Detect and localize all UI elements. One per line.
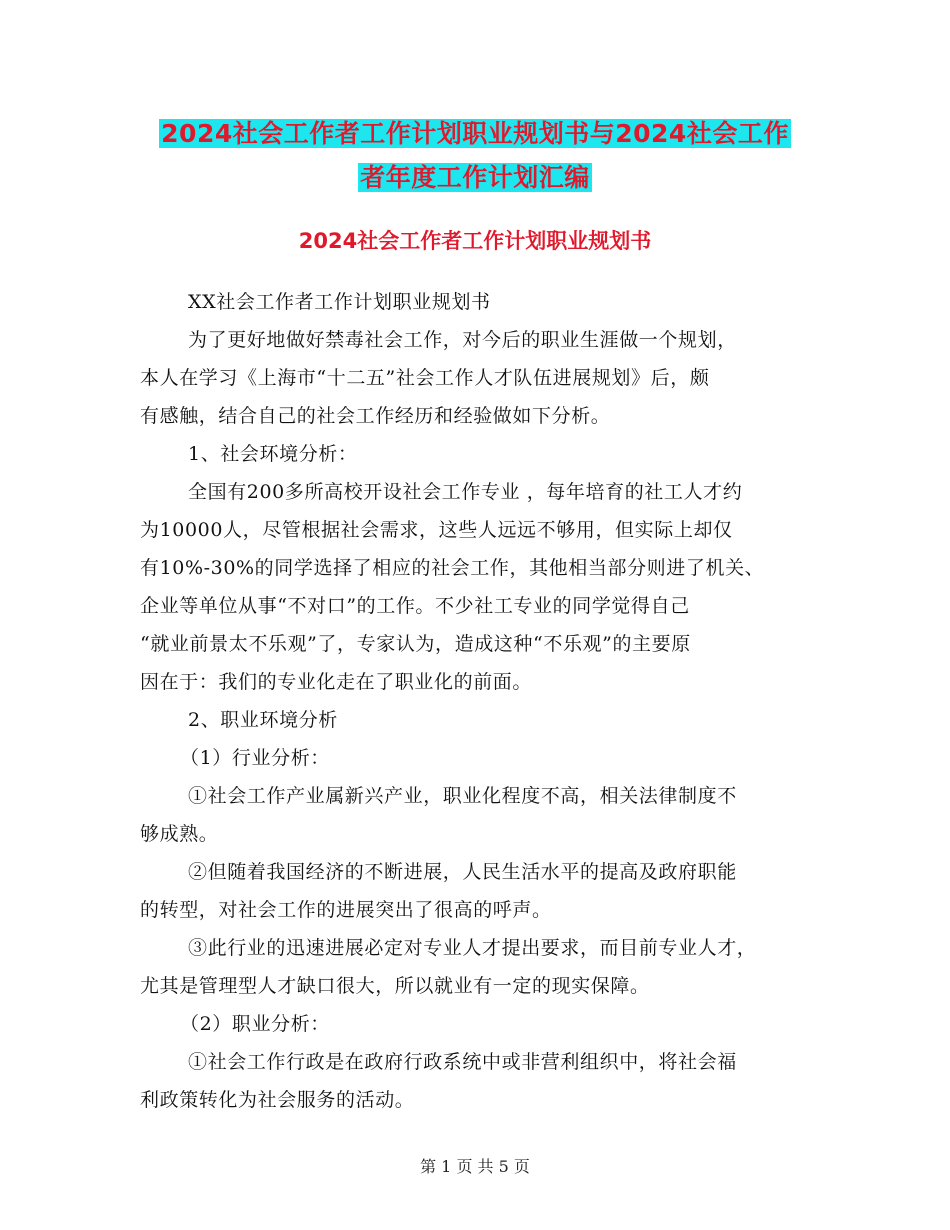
paragraph-line: “就业前景太不乐观”了，专家认为，造成这种“不乐观”的主要原 — [140, 633, 691, 655]
paragraph-line: 为10000人，尽管根据社会需求，这些人远远不够用，但实际上却仅 — [140, 519, 733, 541]
paragraph-line: 有感触，结合自己的社会工作经历和经验做如下分析。 — [140, 405, 611, 427]
paragraph-line: 够成熟。 — [140, 823, 219, 845]
paragraph-line: 尤其是管理型人才缺口很大，所以就业有一定的现实保障。 — [140, 975, 650, 997]
paragraph-line: ③此行业的迅速进展必定对专业人才提出要求，而目前专业人才， — [188, 937, 757, 959]
heading-line: 2、职业环境分析 — [188, 709, 338, 731]
paragraph-line: 为了更好地做好禁毒社会工作，对今后的职业生涯做一个规划， — [188, 329, 737, 351]
heading-line: 1、社会环境分析： — [188, 443, 358, 465]
subheading-line: （2）职业分析： — [180, 1013, 330, 1035]
paragraph-line: 的转型，对社会工作的进展突出了很高的呼声。 — [140, 899, 552, 921]
document-title-line-1: 2024社会工作者工作计划职业规划书与2024社会工作 — [161, 119, 789, 148]
paragraph-line: 因在于：我们的专业化走在了职业化的前面。 — [140, 671, 533, 693]
paragraph-line: 有10%-30%的同学选择了相应的社会工作，其他相当部分则进了机关、 — [140, 557, 765, 579]
paragraph-line: 本人在学习《上海市“十二五”社会工作人才队伍进展规划》后，颇 — [140, 367, 710, 389]
paragraph-line: ①社会工作产业属新兴产业，职业化程度不高，相关法律制度不 — [188, 785, 737, 807]
paragraph-line: ①社会工作行政是在政府行政系统中或非营利组织中，将社会福 — [188, 1051, 737, 1073]
paragraph-line: 全国有200多所高校开设社会工作专业 ，每年培育的社工人才约 — [188, 481, 743, 503]
section-title: 2024社会工作者工作计划职业规划书 — [298, 229, 652, 253]
paragraph-line: XX社会工作者工作计划职业规划书 — [188, 291, 491, 313]
subheading-line: （1）行业分析： — [180, 747, 330, 769]
paragraph-line: 利政策转化为社会服务的活动。 — [140, 1089, 415, 1111]
page-footer: 第 1 页 共 5 页 — [420, 1157, 530, 1176]
paragraph-line: ②但随着我国经济的不断进展，人民生活水平的提高及政府职能 — [188, 861, 737, 883]
document-title-line-2: 者年度工作计划汇编 — [360, 163, 590, 192]
paragraph-line: 企业等单位从事“不对口”的工作。不少社工专业的同学觉得自己 — [140, 595, 690, 617]
